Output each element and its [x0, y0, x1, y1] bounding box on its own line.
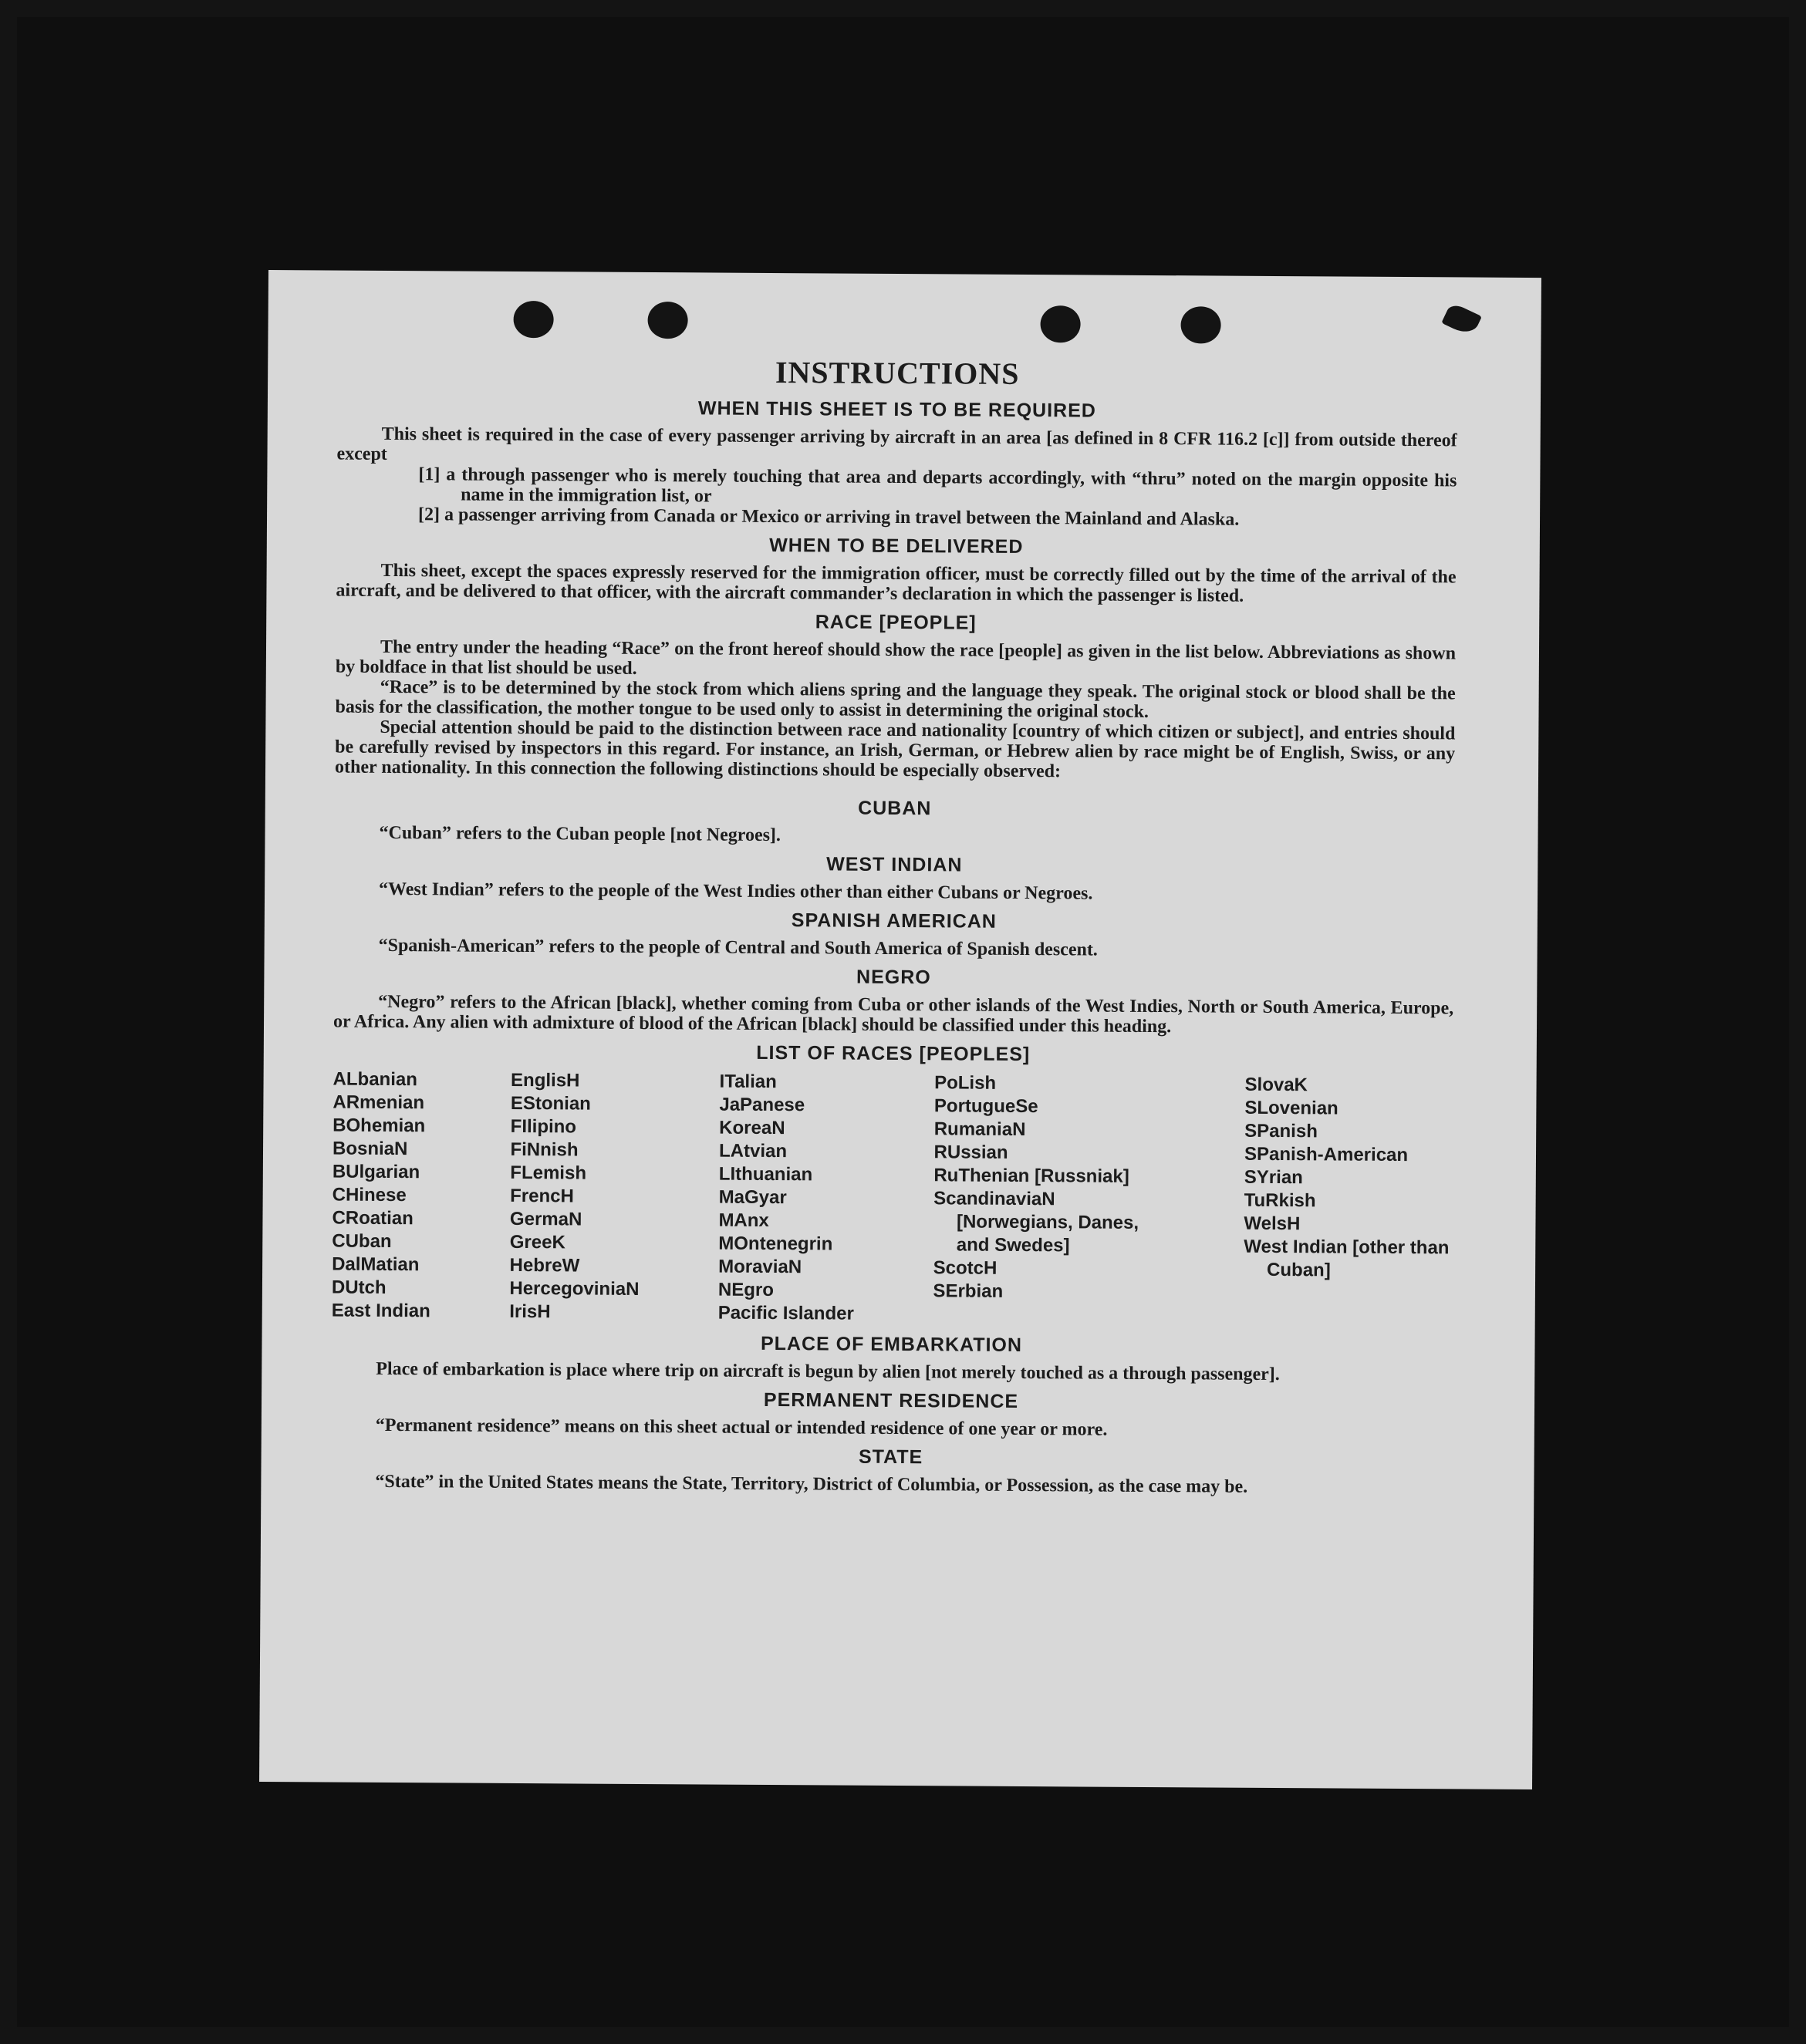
- residence-text: “Permanent residence” means on this sheet actual or intended residence of one year or more.: [375, 1415, 1108, 1440]
- embarkation-text: Place of embarkation is place where trip on aircraft is begun by alien [not merely touched as a through passenger].: [376, 1358, 1280, 1385]
- race-entry: ScandinaviaN [Norwegians, Danes, and Swedes]: [933, 1188, 1139, 1256]
- race-entry: EnglisH: [510, 1069, 580, 1091]
- section-heading-delivered: WHEN TO BE DELIVERED: [769, 534, 1024, 558]
- race-list: [332, 1068, 1453, 1330]
- required-intro: This sheet is required in the case of every passenger arriving by aircraft in an area [as defined in 8 CFR 116.2 [c]] from outside thereof except: [336, 423, 1457, 464]
- race-entry: SErbian: [933, 1280, 1004, 1302]
- page-title: INSTRUCTIONS: [775, 355, 1020, 391]
- section-heading-cuban: CUBAN: [858, 797, 932, 820]
- race-entry: PortugueSe: [933, 1095, 1038, 1118]
- race-entry: BosniaN: [332, 1138, 408, 1160]
- race-entry: BUlgarian: [332, 1161, 420, 1183]
- section-heading-embarkation: PLACE OF EMBARKATION: [760, 1332, 1023, 1356]
- race-entry: CHinese: [332, 1184, 407, 1206]
- race-column-1: [332, 1068, 432, 1324]
- section-heading-required: WHEN THIS SHEET IS TO BE REQUIRED: [697, 397, 1096, 422]
- race-entry: LIthuanian: [718, 1163, 813, 1186]
- race-entry: WelsH: [1244, 1213, 1301, 1235]
- spanish-american-text: “Spanish-American” refers to the people of Central and South America of Spanish descent.: [378, 935, 1098, 960]
- race-entry: SPanish-American: [1244, 1143, 1409, 1166]
- page-tear: [1441, 302, 1482, 337]
- race-entry: RumaniaN: [933, 1118, 1026, 1141]
- race-entry: RUssian: [933, 1142, 1008, 1163]
- race-entry: BOhemian: [333, 1115, 426, 1137]
- race-entry: PoLish: [934, 1072, 997, 1094]
- race-entry: FrencH: [510, 1185, 574, 1207]
- race-column-3: [718, 1071, 856, 1326]
- race-entry: CRoatian: [332, 1207, 414, 1229]
- document-page: [259, 270, 1541, 1789]
- punch-hole: [1180, 306, 1220, 343]
- section-heading-spanish-american: SPANISH AMERICAN: [791, 909, 997, 933]
- required-item-1: [1] a through passenger who is merely touching that area and departs accordingly, with “thru” noted on the margin opposite his name in the immigration list, or: [418, 464, 1457, 507]
- race-entry: EStonian: [510, 1092, 591, 1115]
- cuban-text: “Cuban” refers to the Cuban people [not Negroes].: [379, 822, 781, 846]
- race-entry: NEgro: [717, 1279, 775, 1301]
- race-entry: JaPanese: [719, 1094, 805, 1116]
- punch-hole: [1040, 305, 1080, 342]
- race-entry: DUtch: [331, 1277, 387, 1298]
- race-entry: FiNnish: [510, 1138, 579, 1161]
- race-entry: Pacific Islander: [717, 1302, 854, 1324]
- section-heading-residence: PERMANENT RESIDENCE: [763, 1388, 1019, 1412]
- race-entry: TuRkish: [1244, 1189, 1316, 1212]
- race-column-2: [509, 1069, 640, 1324]
- race-entry: KoreaN: [719, 1117, 785, 1139]
- race-entry: GreeK: [509, 1231, 565, 1253]
- instructions-content: [330, 352, 1457, 1499]
- race-entry: West Indian [other than Cuban]: [1244, 1236, 1450, 1281]
- section-heading-state: STATE: [858, 1445, 923, 1469]
- state-text: “State” in the United States means the State, Territory, District of Columbia, or Possession, as the case may be.: [375, 1471, 1248, 1497]
- race-entry: RuThenian [Russniak]: [933, 1165, 1129, 1187]
- race-paragraph-3: Special attention should be paid to the distinction between race and nationality [country of which citizen or subject], and entries should be carefully revised by inspectors in this regard. For instance, an Irish, German, or Hebrew alien by race might be of English, Swiss, or any other nationality. In this connection the following distinctions should be especially observed:: [334, 717, 1456, 782]
- section-heading-list-of-races: LIST OF RACES [PEOPLES]: [756, 1041, 1031, 1066]
- race-column-4: [933, 1071, 1166, 1327]
- negro-text: “Negro” refers to the African [black], whether coming from Cuba or other islands of the West Indies, North or South America, Europe, or Africa. Any alien with admixture of blood of the African [black] should be classified under this heading.: [333, 991, 1454, 1037]
- race-entry: CUban: [332, 1230, 392, 1252]
- punch-hole: [647, 302, 687, 339]
- section-heading-west-indian: WEST INDIAN: [826, 853, 963, 876]
- race-entry: LAtvian: [718, 1140, 788, 1162]
- race-entry: SYrian: [1244, 1166, 1303, 1189]
- race-entry: HebreW: [509, 1254, 580, 1277]
- section-heading-negro: NEGRO: [856, 966, 931, 989]
- race-entry: East Indian: [331, 1300, 430, 1322]
- race-column-5: [1244, 1074, 1453, 1330]
- race-entry: IrisH: [509, 1300, 551, 1323]
- race-entry: SlovaK: [1244, 1074, 1308, 1096]
- race-entry: GermaN: [509, 1208, 582, 1230]
- race-entry: SLovenian: [1244, 1097, 1338, 1119]
- race-entry: ScotcH: [933, 1257, 998, 1279]
- punch-hole: [513, 301, 553, 338]
- race-entry: FLemish: [510, 1162, 587, 1184]
- race-entry: ALbanian: [333, 1068, 418, 1091]
- race-entry: MaGyar: [718, 1186, 787, 1209]
- race-entry: HercegoviniaN: [509, 1277, 640, 1300]
- race-entry: ITalian: [719, 1071, 777, 1093]
- race-entry: SPanish: [1244, 1120, 1318, 1142]
- west-indian-text: “West Indian” refers to the people of the West Indies other than either Cubans or Negroes.: [379, 879, 1093, 904]
- race-entry: FIlipino: [510, 1115, 577, 1138]
- race-entry: DalMatian: [332, 1253, 420, 1276]
- race-entry: MOntenegrin: [718, 1233, 833, 1255]
- race-paragraph-2: “Race” is to be determined by the stock from which aliens spring and the language they speak. The original stock or blood shall be the basis for the classification, the mother tongue to be used only to assist in determining the original stock.: [335, 676, 1456, 722]
- race-paragraph-1: The entry under the heading “Race” on the front hereof should show the race [people] as given in the list below. Abbreviations as shown by boldface in that list should be used.: [335, 636, 1457, 679]
- race-entry: MoraviaN: [718, 1256, 802, 1278]
- race-entry: ARmenian: [333, 1091, 425, 1114]
- section-heading-race: RACE [PEOPLE]: [815, 611, 977, 634]
- required-item-2: [2] a passenger arriving from Canada or Mexico or arriving in travel between the Mainland and Alaska.: [417, 504, 1240, 530]
- delivered-text: This sheet, except the spaces expressly reserved for the immigration officer, must be correctly filled out by the time of the arrival of the aircraft, and be delivered to that officer, with the aircraft commander’s declaration in which the passenger is listed.: [336, 560, 1457, 606]
- race-entry: MAnx: [718, 1209, 769, 1231]
